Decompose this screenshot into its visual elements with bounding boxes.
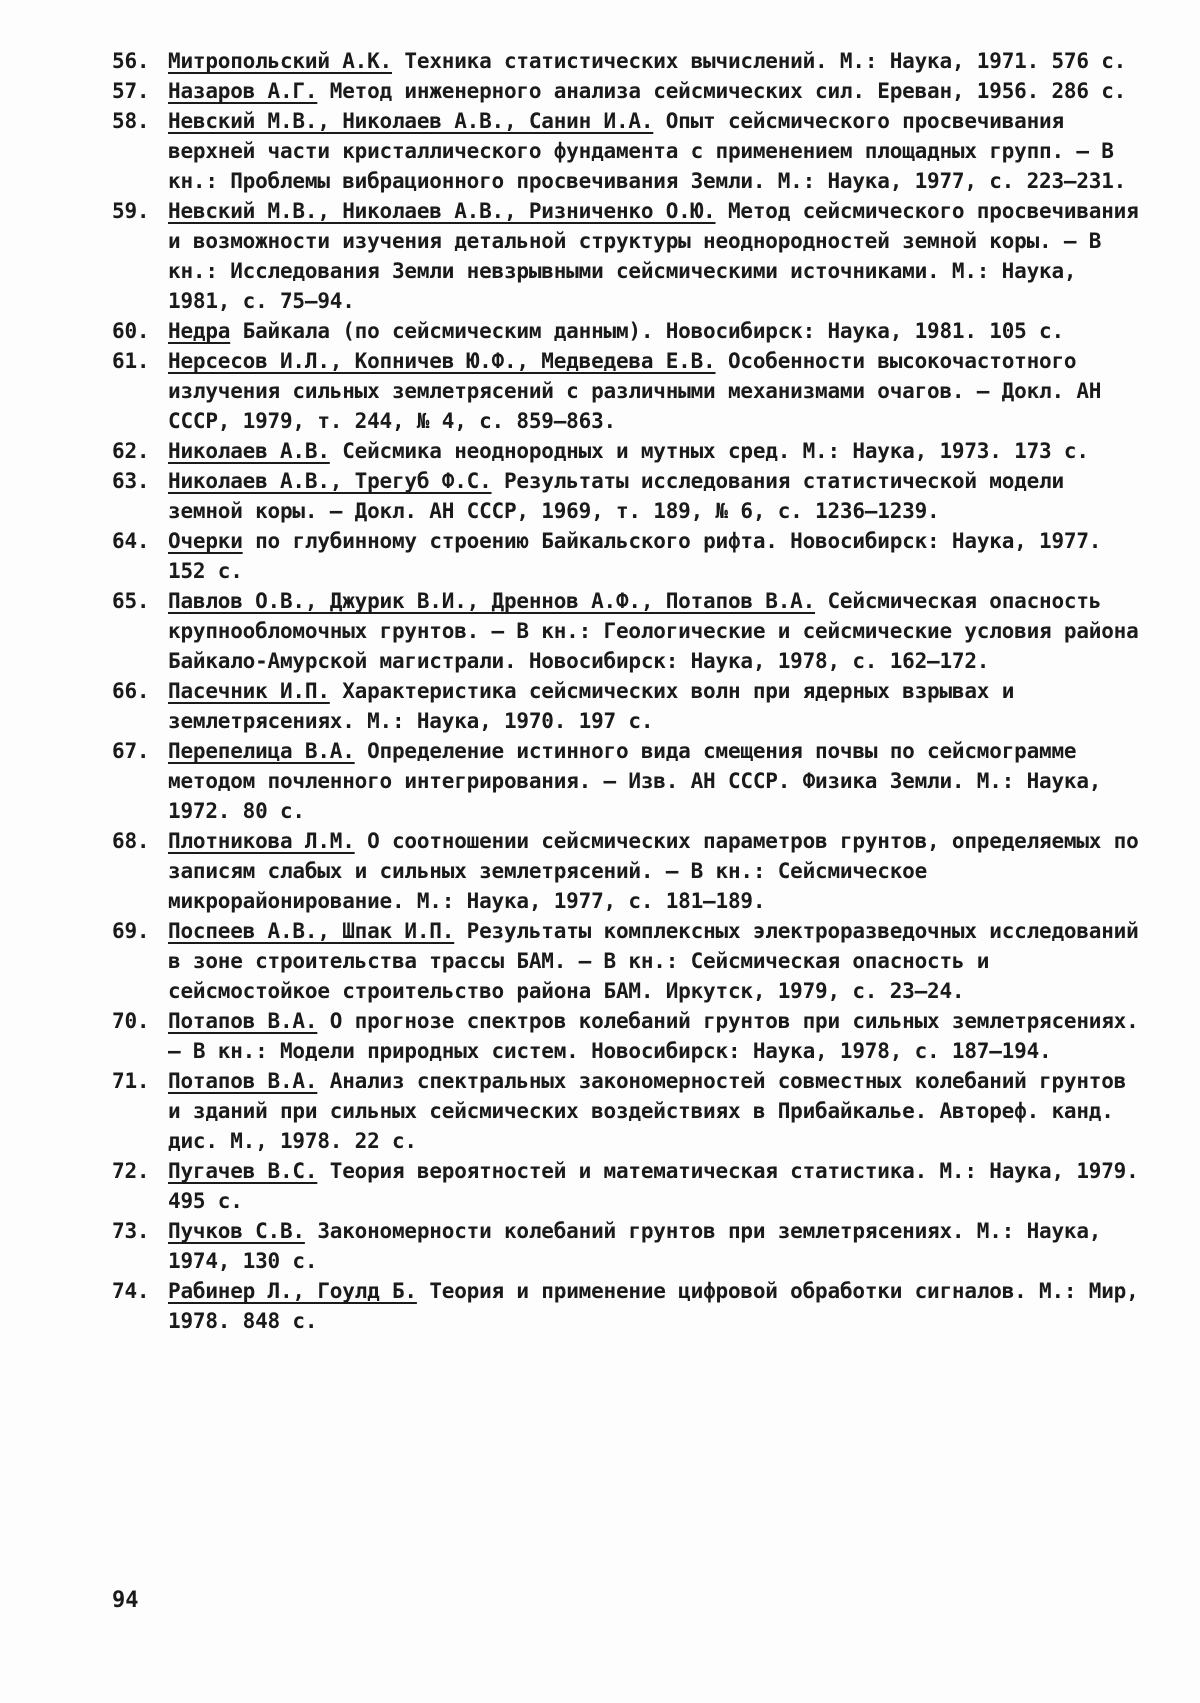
reference-number: 67.: [112, 739, 150, 763]
reference-entry: [112, 526, 1142, 586]
reference-authors: Пучков С.В.: [168, 1219, 305, 1243]
reference-entry: [112, 676, 1142, 736]
reference-authors: Поспеев А.В., Шпак И.П.: [168, 919, 455, 943]
reference-text: по глубинному строению Байкальского рифта. Новосибирск: Наука, 1977. 152 с.: [168, 529, 1102, 583]
reference-authors: Очерки: [168, 529, 243, 553]
reference-number: 63.: [112, 469, 150, 493]
reference-number: 60.: [112, 319, 150, 343]
reference-entry: [112, 826, 1142, 916]
reference-entry: [112, 46, 1142, 76]
reference-text: Теория и применение цифровой обработки сигналов. М.: Мир, 1978. 848 с.: [168, 1279, 1139, 1333]
reference-number: 57.: [112, 79, 150, 103]
reference-list: [112, 46, 1142, 1336]
reference-number: 71.: [112, 1069, 150, 1093]
reference-number: 73.: [112, 1219, 150, 1243]
reference-authors: Плотникова Л.М.: [168, 829, 355, 853]
reference-number: 56.: [112, 49, 150, 73]
reference-number: 65.: [112, 589, 150, 613]
reference-text: Особенности высокочастотного излучения сильных землетрясений с различными механизмами очагов. – Докл. АН СССР, 1979, т. 244, № 4, с. 859–863.: [168, 349, 1102, 433]
reference-text: Сейсмическая опасность крупнообломочных грунтов. – В кн.: Геологические и сейсмические условия района Байкало-Амурской магистрали. Новосибирск: Наука, 1978, с. 162–172.: [168, 589, 1139, 673]
reference-number: 59.: [112, 199, 150, 223]
reference-number: 69.: [112, 919, 150, 943]
reference-text: О прогнозе спектров колебаний грунтов при сильных землетрясениях. – В кн.: Модели природных систем. Новосибирск: Наука, 1978, с. 187–194.: [168, 1009, 1139, 1063]
reference-text: Результаты исследования статистической модели земной коры. – Докл. АН СССР, 1969, т. 189, № 6, с. 1236–1239.: [168, 469, 1064, 523]
reference-number: 62.: [112, 439, 150, 463]
reference-entry: [112, 586, 1142, 676]
reference-entry: [112, 466, 1142, 526]
reference-entry: [112, 1156, 1142, 1216]
reference-number: 66.: [112, 679, 150, 703]
reference-entry: [112, 346, 1142, 436]
reference-text: Анализ спектральных закономерностей совместных колебаний грунтов и зданий при сильных сейсмических воздействиях в Прибайкалье. Автореф. канд. дис. М., 1978. 22 с.: [168, 1069, 1127, 1153]
reference-entry: [112, 316, 1142, 346]
reference-text: Сейсмика неоднородных и мутных сред. М.: Наука, 1973. 173 с.: [329, 439, 1089, 463]
reference-entry: [112, 76, 1142, 106]
reference-text: Результаты комплексных электроразведочных исследований в зоне строительства трассы БАМ. – В кн.: Сейсмическая опасность и сейсмостойкое строительство района БАМ. Иркутск, 1979, с. 23–24.: [168, 919, 1139, 1003]
reference-number: 72.: [112, 1159, 150, 1183]
reference-authors: Николаев А.В.: [168, 439, 330, 463]
reference-number: 64.: [112, 529, 150, 553]
reference-authors: Николаев А.В., Трегуб Ф.С.: [168, 469, 492, 493]
reference-text: Метод сейсмического просвечивания и возможности изучения детальной структуры неоднородностей земной коры. – В кн.: Исследования Земли невзрывными сейсмическими источниками. М.: Наука, 1981, с. 75–94.: [168, 199, 1139, 313]
reference-number: 58.: [112, 109, 150, 133]
reference-authors: Назаров А.Г.: [168, 79, 318, 103]
reference-authors: Потапов В.А.: [168, 1069, 318, 1093]
reference-authors: Недра: [168, 319, 231, 343]
reference-authors: Потапов В.А.: [168, 1009, 318, 1033]
reference-authors: Павлов О.В., Джурик В.И., Дреннов А.Ф., Потапов В.А.: [168, 589, 816, 613]
reference-text: Определение истинного вида смещения почвы по сейсмограмме методом почленного интегрирования. – Изв. АН СССР. Физика Земли. М.: Наука, 1972. 80 с.: [168, 739, 1102, 823]
reference-text: Байкала (по сейсмическим данным). Новосибирск: Наука, 1981. 105 с.: [230, 319, 1064, 343]
reference-entry: [112, 106, 1142, 196]
reference-authors: Невский М.В., Николаев А.В., Санин И.А.: [168, 109, 654, 133]
reference-entry: [112, 736, 1142, 826]
reference-text: Метод инженерного анализа сейсмических сил. Ереван, 1956. 286 с.: [317, 79, 1127, 103]
reference-entry: [112, 1006, 1142, 1066]
reference-authors: Нерсесов И.Л., Копничев Ю.Ф., Медведева Е.В.: [168, 349, 716, 373]
reference-number: 68.: [112, 829, 150, 853]
reference-authors: Пасечник И.П.: [168, 679, 330, 703]
reference-entry: [112, 1216, 1142, 1276]
reference-text: Закономерности колебаний грунтов при землетрясениях. М.: Наука, 1974, 130 с.: [168, 1219, 1102, 1273]
reference-entry: [112, 1066, 1142, 1156]
reference-text: О соотношении сейсмических параметров грунтов, определяемых по записям слабых и сильных землетрясений. – В кн.: Сейсмическое микрорайонирование. М.: Наука, 1977, с. 181–189.: [168, 829, 1139, 913]
page-number: 94: [112, 1588, 139, 1613]
reference-authors: Рабинер Л., Гоулд Б.: [168, 1279, 417, 1303]
reference-number: 61.: [112, 349, 150, 373]
reference-text: Характеристика сейсмических волн при ядерных взрывах и землетрясениях. М.: Наука, 1970. 197 с.: [168, 679, 1015, 733]
reference-entry: [112, 1276, 1142, 1336]
reference-authors: Невский М.В., Николаев А.В., Ризниченко О.Ю.: [168, 199, 716, 223]
reference-text: Теория вероятностей и математическая статистика. М.: Наука, 1979. 495 с.: [168, 1159, 1139, 1213]
reference-entry: [112, 196, 1142, 316]
reference-authors: Пугачев В.С.: [168, 1159, 318, 1183]
reference-entry: [112, 916, 1142, 1006]
reference-entry: [112, 436, 1142, 466]
reference-text: Техника статистических вычислений. М.: Наука, 1971. 576 с.: [391, 49, 1127, 73]
reference-text: Опыт сейсмического просвечивания верхней части кристаллического фундамента с применением площадных групп. – В кн.: Проблемы вибрационного просвечивания Земли. М.: Наука, 1977, с. 223–231.: [168, 109, 1127, 193]
reference-number: 70.: [112, 1009, 150, 1033]
reference-authors: Перепелица В.А.: [168, 739, 355, 763]
reference-authors: Митропольский А.К.: [168, 49, 392, 73]
reference-number: 74.: [112, 1279, 150, 1303]
